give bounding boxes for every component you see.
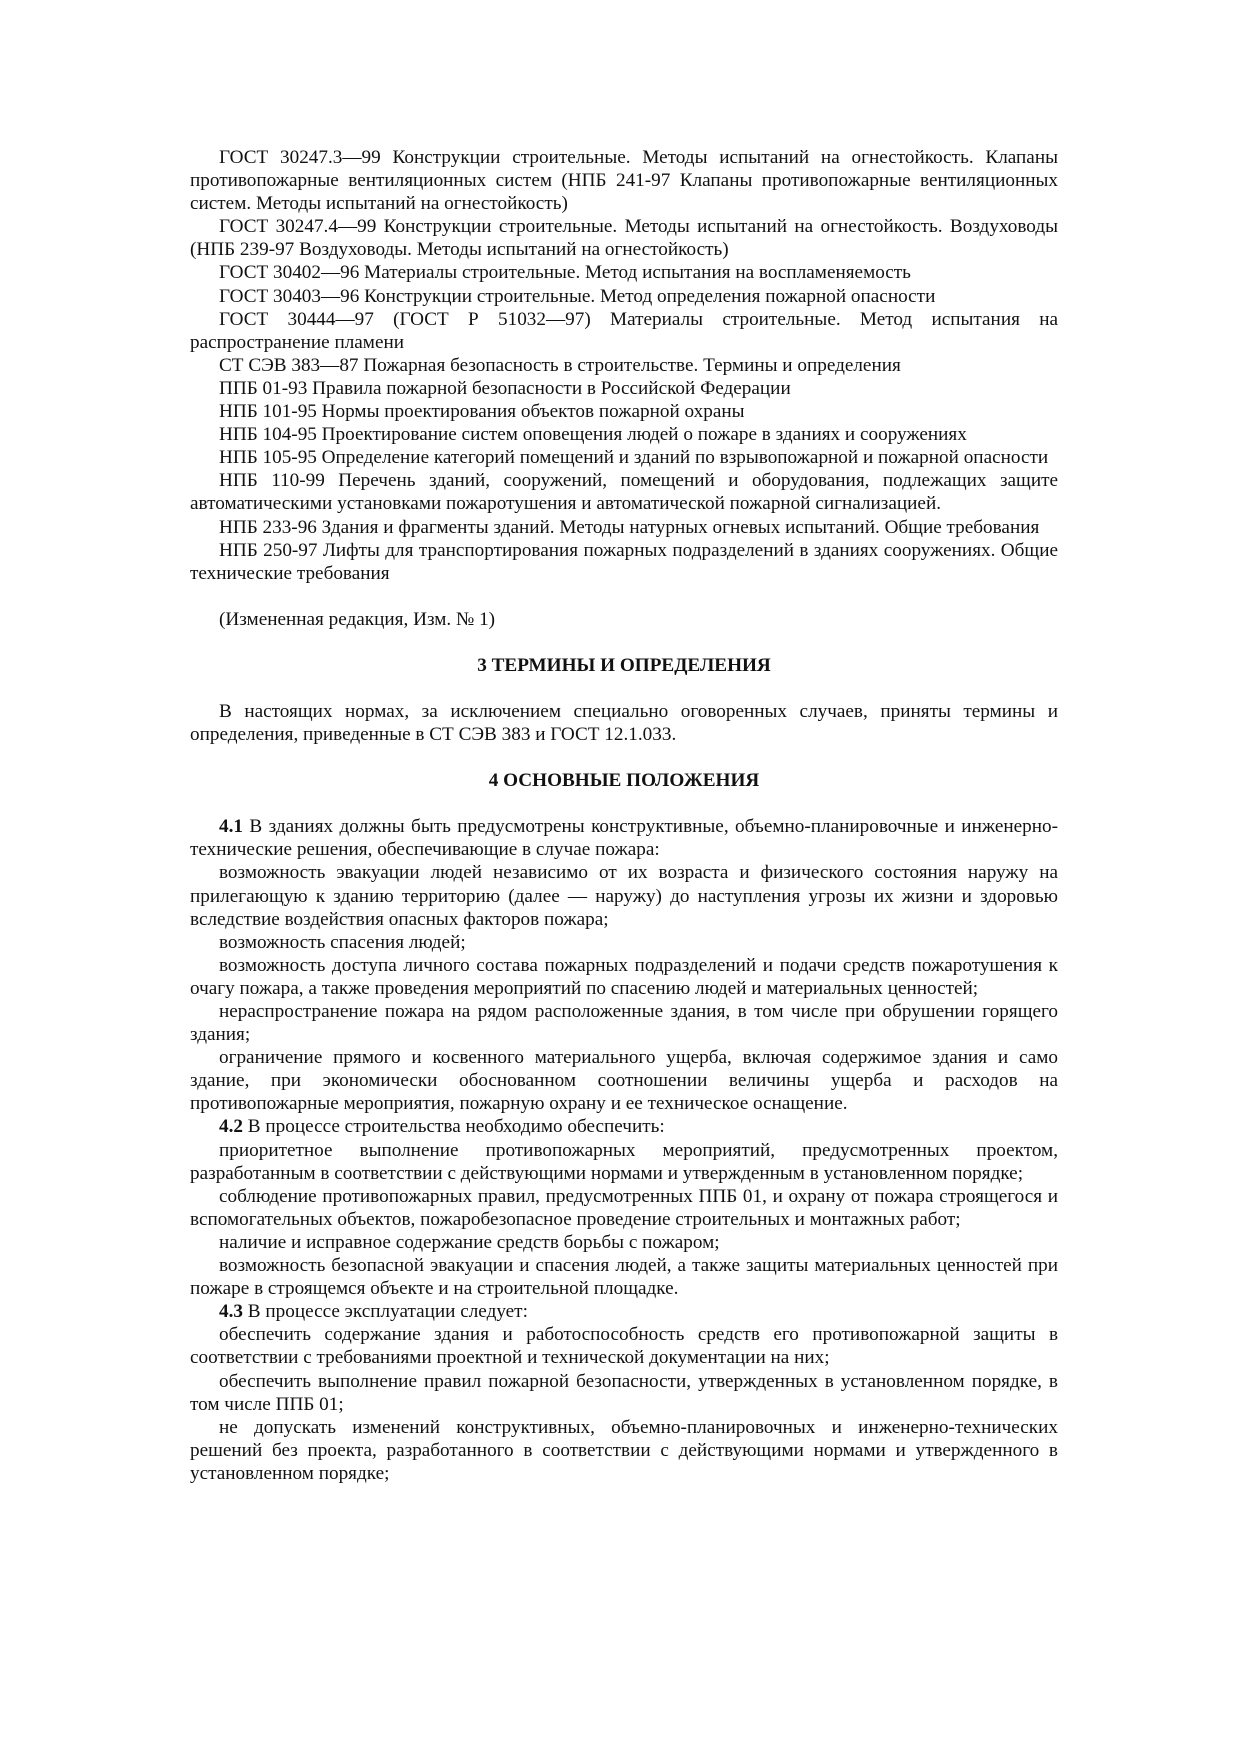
reference-item: ГОСТ 30247.3—99 Конструкции строительные. Методы испытаний на огнестойкость. Клапаны противопожарные вентиляционных систем (НПБ 241-97 Клапаны противопожарные вентиляционных систем. Методы испытаний на огнестойкость) — [190, 147, 1058, 215]
clause-number: 4.3 — [219, 1301, 243, 1323]
reference-item: НПБ 110-99 Перечень зданий, сооружений, помещений и оборудования, подлежащих защите автоматическими установками пожаротушения и автоматической пожарной сигнализацией. — [190, 470, 1058, 515]
amendment-note: (Измененная редакция, Изм. № 1) — [219, 608, 496, 630]
clause-item: ограничение прямого и косвенного материального ущерба, включая содержимое здания и само здание, при экономически обоснованном соотношении величины ущерба и расходов на противопожарные мероприятия, пожарную охрану и ее техническое оснащение. — [190, 1047, 1058, 1115]
section-4-heading: 4 ОСНОВНЫЕ ПОЛОЖЕНИЯ — [488, 770, 760, 792]
normative-references-list — [190, 146, 1058, 585]
clause-item: возможность доступа личного состава пожарных подразделений и подачи средств пожаротушения к очагу пожара, а также проведения мероприятий по спасению людей и материальных ценностей; — [190, 954, 1058, 999]
clause-item: возможность безопасной эвакуации и спасения людей, а также защиты материальных ценностей при пожаре в строящемся объекте и на строительной площадке. — [190, 1255, 1058, 1300]
reference-item: НПБ 233-96 Здания и фрагменты зданий. Методы натурных огневых испытаний. Общие требования — [219, 516, 1040, 538]
section-3-heading: 3 ТЕРМИНЫ И ОПРЕДЕЛЕНИЯ — [477, 654, 771, 676]
reference-item: НПБ 105-95 Определение категорий помещений и зданий по взрывопожарной и пожарной опасности — [219, 447, 1049, 469]
section-3-text: В настоящих нормах, за исключением специально оговоренных случаев, приняты термины и определения, приведенные в СТ СЭВ 383 и ГОСТ 12.1.033. — [190, 700, 1058, 746]
clause-4-2 — [190, 1115, 1058, 1138]
reference-item: СТ СЭВ 383—87 Пожарная безопасность в строительстве. Термины и определения — [219, 354, 901, 376]
clause-item: обеспечить содержание здания и работоспособность средств его противопожарной защиты в соответствии с требованиями проектной и технической документации на них; — [190, 1324, 1058, 1369]
clause-4-3 — [190, 1300, 1058, 1323]
reference-item: ГОСТ 30444—97 (ГОСТ Р 51032—97) Материалы строительные. Метод испытания на распространение пламени — [190, 308, 1058, 353]
clause-item: наличие и исправное содержание средств борьбы с пожаром; — [219, 1231, 720, 1253]
reference-item: ППБ 01-93 Правила пожарной безопасности в Российской Федерации — [219, 377, 791, 399]
clause-text: В процессе строительства необходимо обеспечить: — [242, 1116, 665, 1138]
reference-item: НПБ 101-95 Нормы проектирования объектов пожарной охраны — [219, 401, 745, 423]
reference-item: ГОСТ 30402—96 Материалы строительные. Метод испытания на воспламеняемость — [219, 262, 911, 284]
reference-item: ГОСТ 30403—96 Конструкции строительные. Метод определения пожарной опасности — [219, 285, 936, 307]
clause-number: 4.2 — [219, 1116, 243, 1138]
document-page — [190, 146, 1058, 1485]
clause-item: приоритетное выполнение противопожарных мероприятий, предусмотренных проектом, разработанным в соответствии с действующими нормами и утвержденным в установленном порядке; — [190, 1139, 1058, 1184]
clause-item: обеспечить выполнение правил пожарной безопасности, утвержденных в установленном порядке, в том числе ППБ 01; — [190, 1370, 1058, 1415]
clause-text: В зданиях должны быть предусмотрены конструктивные, объемно-планировочные и инженерно-технические решения, обеспечивающие в случае пожара: — [190, 816, 1058, 861]
clause-item: не допускать изменений конструктивных, объемно-планировочных и инженерно-технических решений без проекта, разработанного в соответствии с действующими нормами и утвержденного в установленном порядке; — [190, 1416, 1058, 1484]
reference-item: ГОСТ 30247.4—99 Конструкции строительные. Методы испытаний на огнестойкость. Воздуховоды (НПБ 239-97 Воздуховоды. Методы испытаний на огнестойкость) — [190, 216, 1058, 261]
reference-item: НПБ 104-95 Проектирование систем оповещения людей о пожаре в зданиях и сооружениях — [219, 424, 967, 446]
clause-number: 4.1 — [219, 816, 243, 838]
clause-text: В процессе эксплуатации следует: — [242, 1301, 528, 1323]
clause-item: возможность спасения людей; — [219, 931, 466, 953]
clause-item: соблюдение противопожарных правил, предусмотренных ППБ 01, и охрану от пожара строящегося и вспомогательных объектов, пожаробезопасное проведение строительных и монтажных работ; — [190, 1185, 1058, 1230]
clause-item: возможность эвакуации людей независимо от их возраста и физического состояния наружу на прилегающую к зданию территорию (далее — наружу) до наступления угрозы их жизни и здоровью вследствие воздействия опасных факторов пожара; — [190, 862, 1058, 930]
reference-item: НПБ 250-97 Лифты для транспортирования пожарных подразделений в зданиях сооружениях. Общие технические требования — [190, 539, 1058, 584]
clause-4-1 — [190, 815, 1058, 861]
clause-item: нераспространение пожара на рядом расположенные здания, в том числе при обрушении горящего здания; — [190, 1001, 1058, 1046]
